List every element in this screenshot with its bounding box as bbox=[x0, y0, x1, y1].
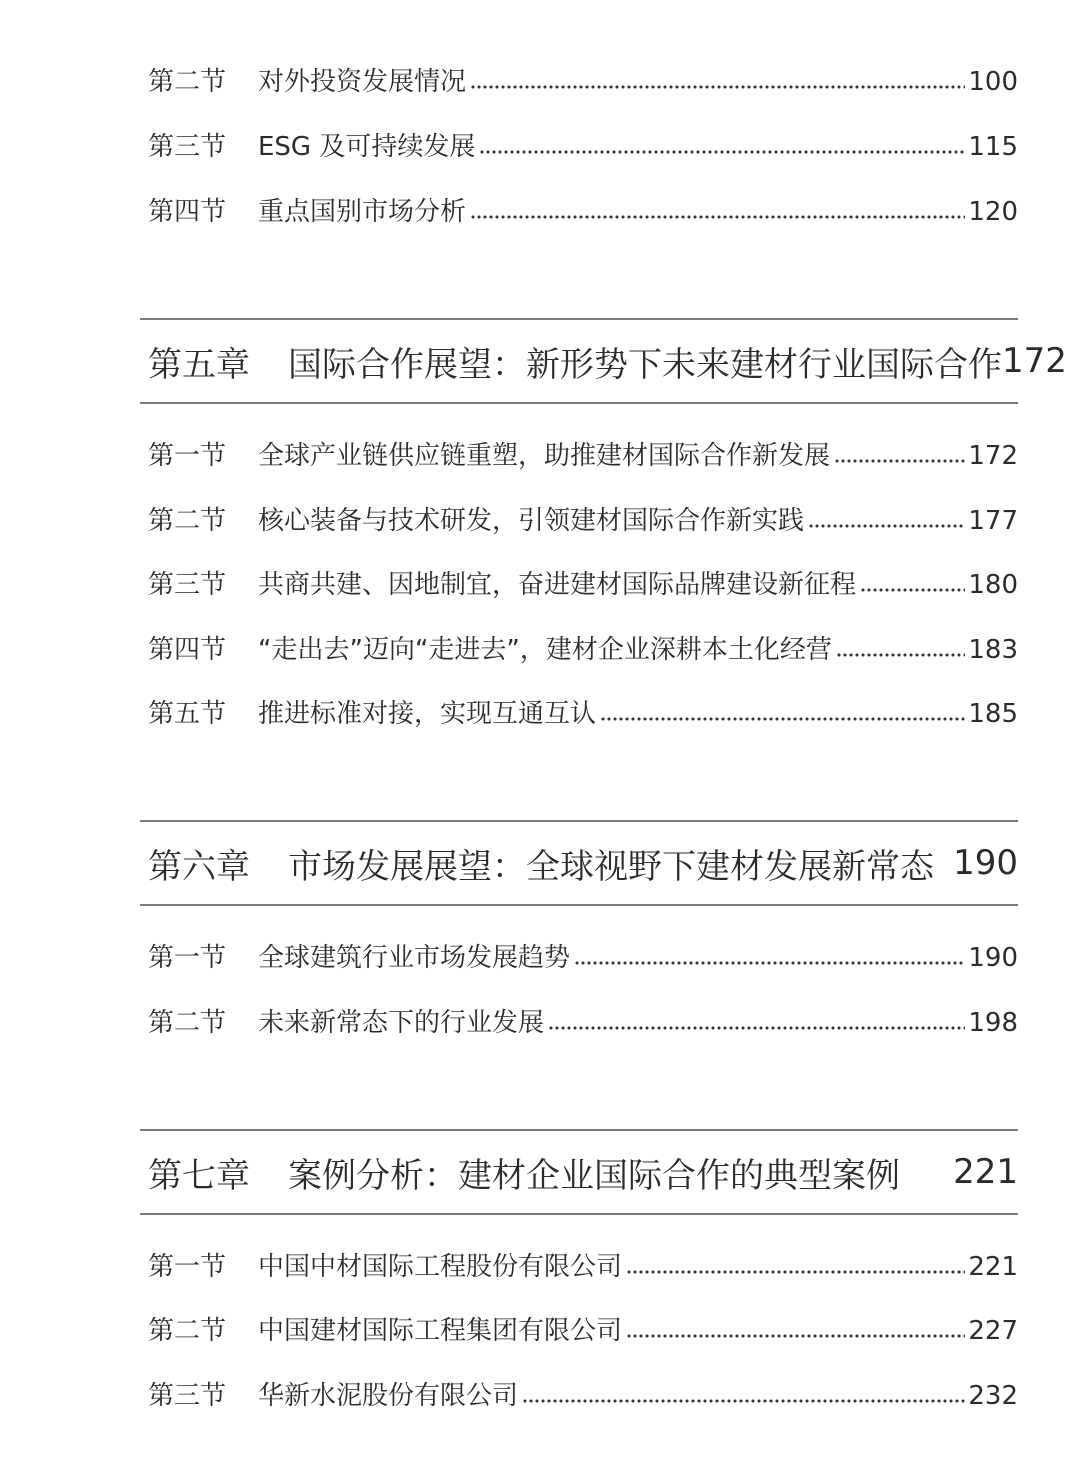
section-page-number: 198 bbox=[968, 1008, 1018, 1038]
section-title: 中国中材国际工程股份有限公司 bbox=[258, 1252, 623, 1282]
dot-leader bbox=[626, 1266, 965, 1278]
section-title: 对外投资发展情况 bbox=[258, 67, 467, 97]
toc-section-row[interactable] bbox=[148, 62, 1018, 102]
section-number: 第四节 bbox=[148, 635, 227, 665]
chapter-number: 第五章 bbox=[148, 344, 250, 385]
section-number: 第四节 bbox=[148, 197, 227, 227]
section-title: 共商共建、因地制宜，奋进建材国际品牌建设新征程 bbox=[258, 570, 857, 600]
section-page-number: 185 bbox=[968, 699, 1018, 729]
dot-leader bbox=[574, 957, 965, 969]
dot-leader bbox=[479, 146, 965, 158]
chapter-page-number: 190 bbox=[953, 843, 1018, 883]
toc-section-row[interactable] bbox=[148, 1247, 1018, 1287]
chapter-heading[interactable] bbox=[140, 318, 1067, 404]
section-page-number: 221 bbox=[968, 1252, 1018, 1282]
dot-leader bbox=[860, 584, 965, 596]
toc-section-row[interactable] bbox=[148, 1003, 1018, 1043]
section-title: 全球建筑行业市场发展趋势 bbox=[258, 943, 571, 973]
section-page-number: 227 bbox=[968, 1316, 1018, 1346]
dot-leader bbox=[836, 649, 965, 661]
chapter-title: 市场发展展望：全球视野下建材发展新常态 bbox=[288, 846, 934, 887]
section-page-number: 120 bbox=[968, 197, 1018, 227]
chapter-heading[interactable] bbox=[140, 1129, 1018, 1215]
section-number: 第一节 bbox=[148, 943, 227, 973]
section-title: 未来新常态下的行业发展 bbox=[258, 1008, 545, 1038]
toc-section-row[interactable] bbox=[148, 1311, 1018, 1351]
section-page-number: 177 bbox=[968, 506, 1018, 536]
section-page-number: 172 bbox=[968, 441, 1018, 471]
dot-leader bbox=[522, 1395, 965, 1407]
dot-leader bbox=[808, 520, 965, 532]
chapter-number: 第六章 bbox=[148, 846, 250, 887]
section-title: 推进标准对接，实现互通互认 bbox=[258, 699, 597, 729]
toc-section-row[interactable] bbox=[148, 938, 1018, 978]
section-title: 重点国别市场分析 bbox=[258, 197, 467, 227]
section-number: 第一节 bbox=[148, 441, 227, 471]
toc-section-row[interactable] bbox=[148, 565, 1018, 605]
section-number: 第二节 bbox=[148, 506, 227, 536]
chapter-title: 案例分析：建材企业国际合作的典型案例 bbox=[288, 1155, 900, 1196]
section-number: 第二节 bbox=[148, 1008, 227, 1038]
dot-leader bbox=[470, 211, 965, 223]
toc-section-row[interactable] bbox=[148, 501, 1018, 541]
section-title: 核心装备与技术研发，引领建材国际合作新实践 bbox=[258, 506, 805, 536]
toc-section-row[interactable] bbox=[148, 127, 1018, 167]
dot-leader bbox=[600, 713, 965, 725]
chapter-page-number: 221 bbox=[953, 1152, 1018, 1192]
section-title: ESG 及可持续发展 bbox=[258, 132, 476, 162]
section-page-number: 183 bbox=[968, 635, 1018, 665]
section-page-number: 190 bbox=[968, 943, 1018, 973]
toc-section-row[interactable] bbox=[148, 1376, 1018, 1416]
toc-section-row[interactable] bbox=[148, 630, 1018, 670]
section-page-number: 115 bbox=[968, 132, 1018, 162]
section-title: “走出去”迈向“走进去”，建材企业深耕本土化经营 bbox=[258, 635, 832, 665]
section-number: 第二节 bbox=[148, 67, 227, 97]
section-number: 第三节 bbox=[148, 132, 227, 162]
dot-leader bbox=[626, 1330, 965, 1342]
section-title: 全球产业链供应链重塑，助推建材国际合作新发展 bbox=[258, 441, 831, 471]
section-page-number: 100 bbox=[968, 67, 1018, 97]
chapter-number: 第七章 bbox=[148, 1155, 250, 1196]
toc-section-row[interactable] bbox=[148, 192, 1018, 232]
dot-leader bbox=[834, 455, 965, 467]
section-number: 第三节 bbox=[148, 570, 227, 600]
section-title: 中国建材国际工程集团有限公司 bbox=[258, 1316, 623, 1346]
section-number: 第三节 bbox=[148, 1381, 227, 1411]
section-title: 华新水泥股份有限公司 bbox=[258, 1381, 519, 1411]
chapter-title: 国际合作展望：新形势下未来建材行业国际合作 bbox=[288, 344, 1002, 385]
section-number: 第二节 bbox=[148, 1316, 227, 1346]
toc-section-row[interactable] bbox=[148, 436, 1018, 476]
section-page-number: 232 bbox=[968, 1381, 1018, 1411]
dot-leader bbox=[548, 1022, 965, 1034]
dot-leader bbox=[470, 81, 965, 93]
chapter-page-number: 172 bbox=[1002, 341, 1067, 381]
section-number: 第一节 bbox=[148, 1252, 227, 1282]
section-number: 第五节 bbox=[148, 699, 227, 729]
chapter-heading[interactable] bbox=[140, 820, 1018, 906]
toc-section-row[interactable] bbox=[148, 694, 1018, 734]
section-page-number: 180 bbox=[968, 570, 1018, 600]
